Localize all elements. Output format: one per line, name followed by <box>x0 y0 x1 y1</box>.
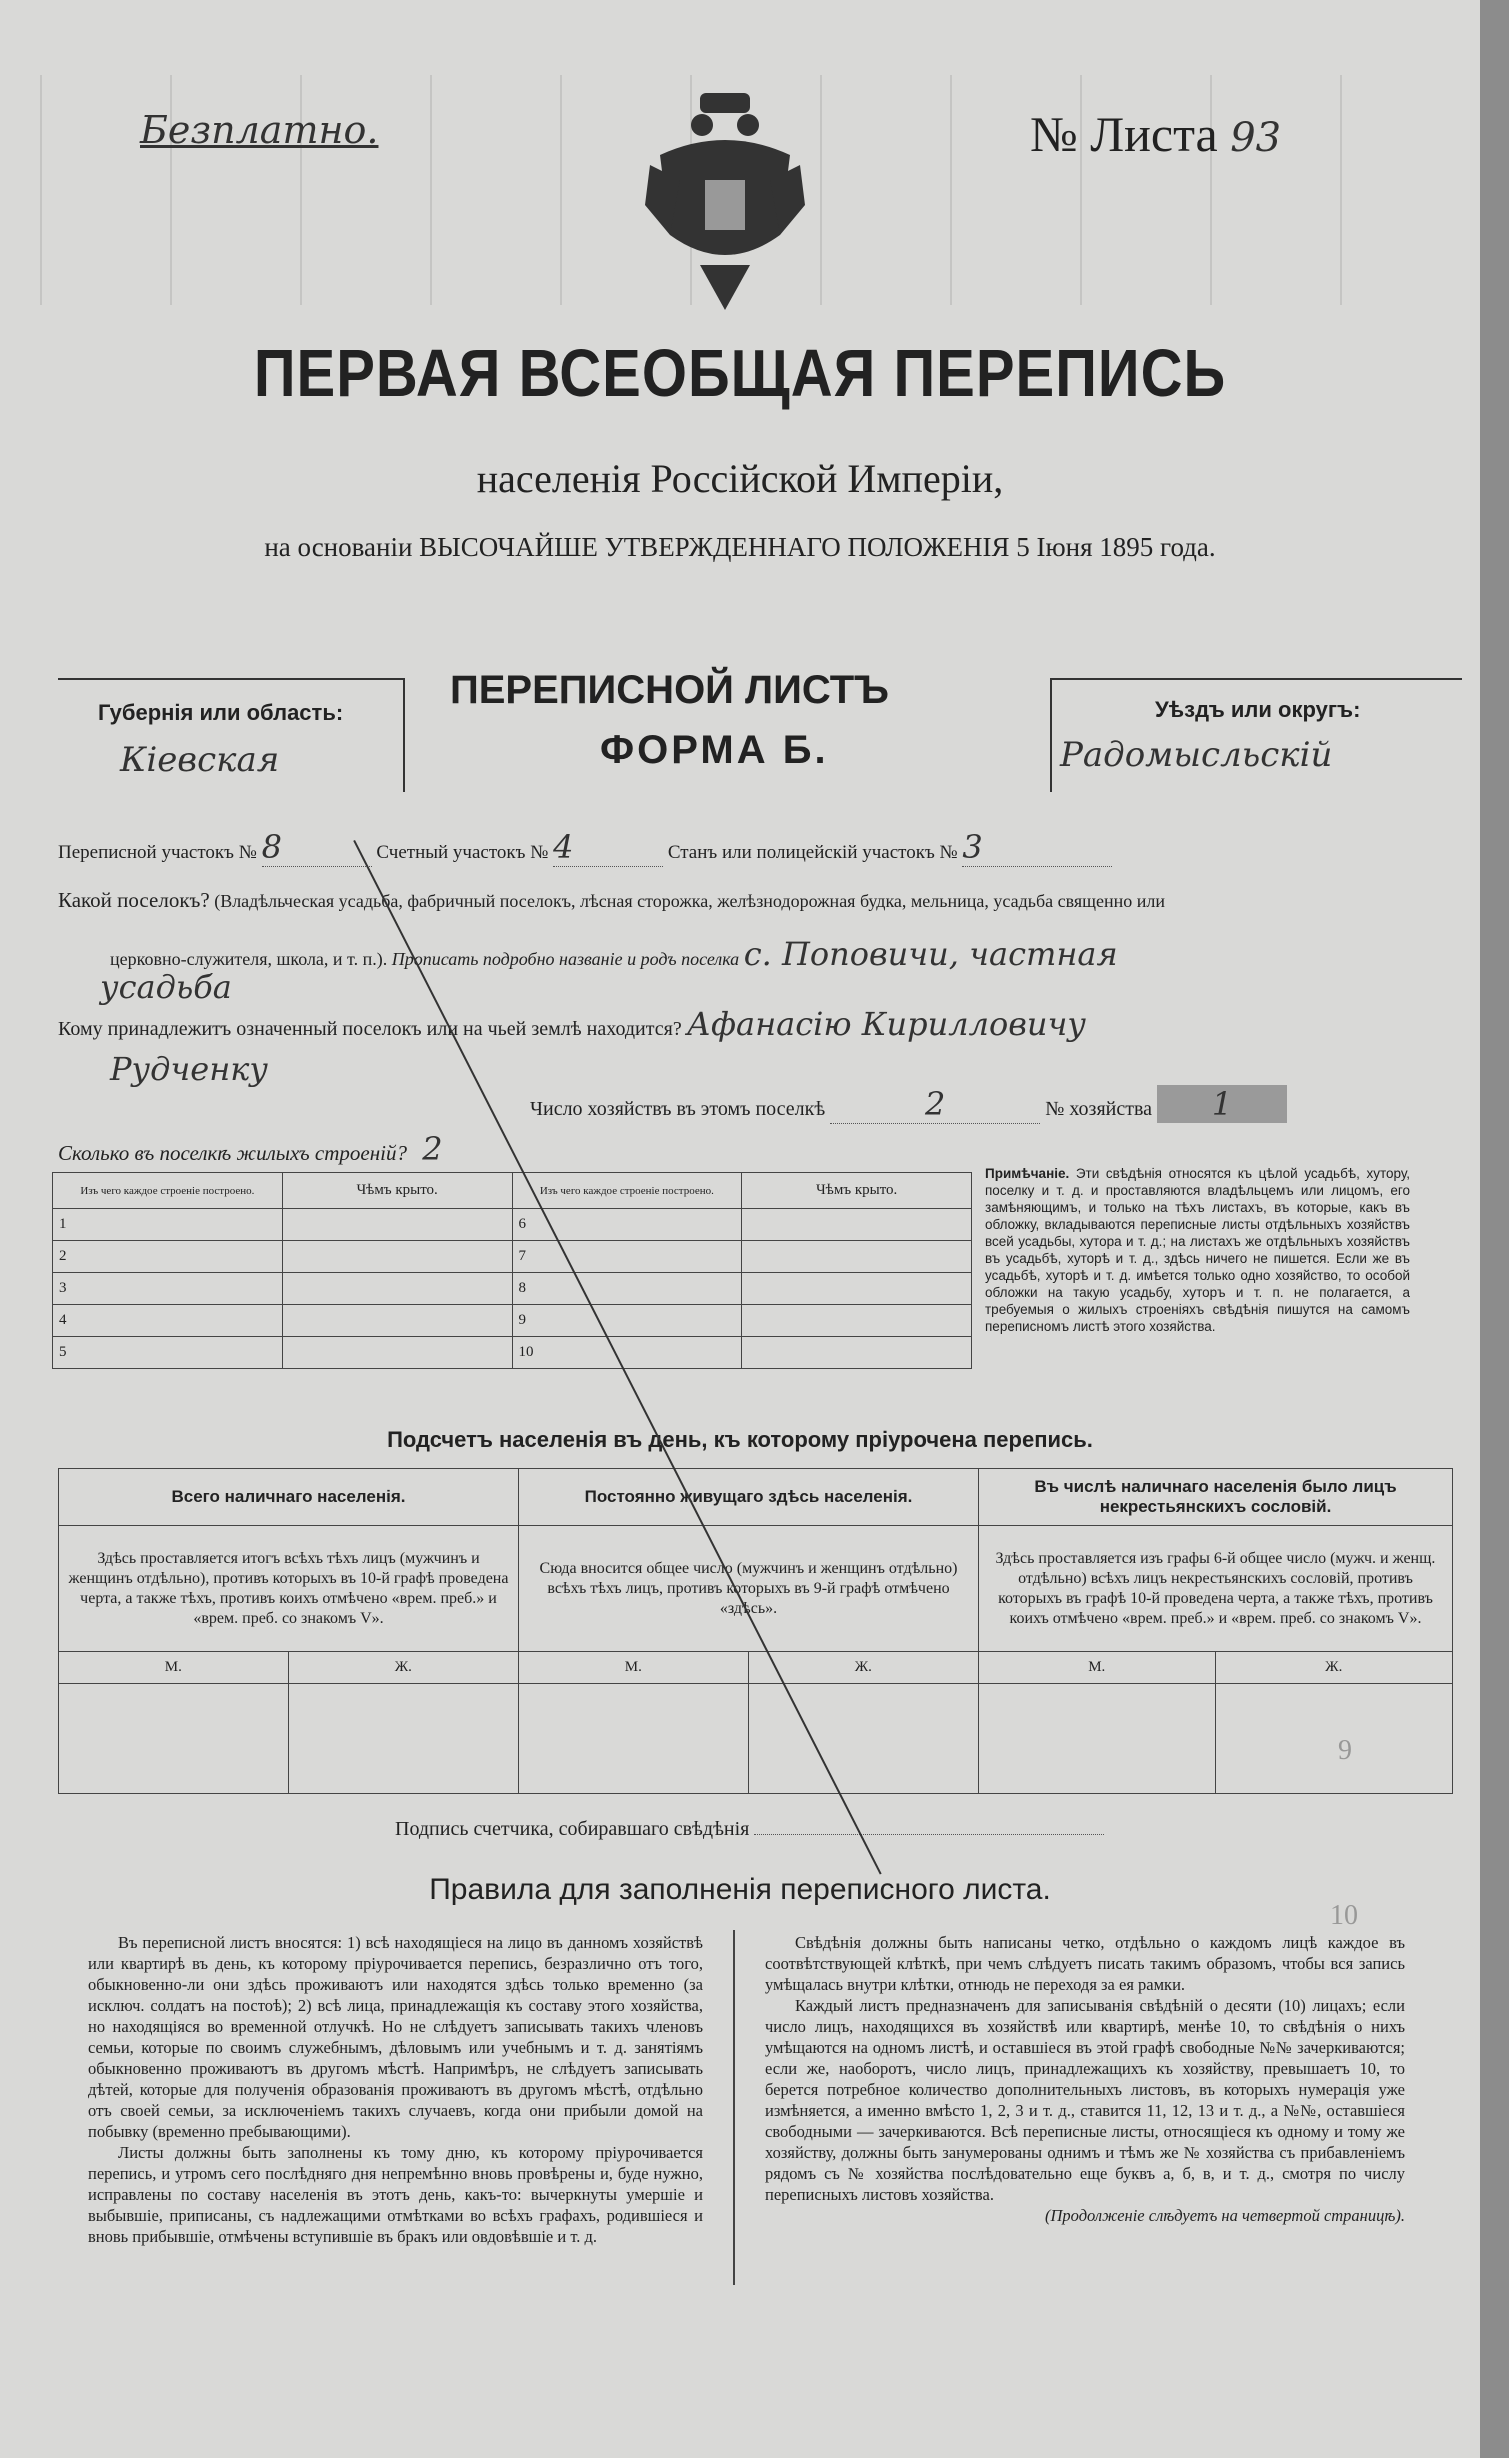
page-title: ПЕРВАЯ ВСЕОБЩАЯ ПЕРЕПИСЬ <box>253 336 1227 411</box>
table-row <box>53 1209 972 1241</box>
buildings-table <box>52 1172 972 1369</box>
owner-value-1: Афанасію Кирилловичу <box>686 1005 1086 1043</box>
signature-line <box>395 1818 1104 1841</box>
sheet-number <box>1030 105 1281 163</box>
page-subtitle: населенія Россійской Имперіи, <box>476 456 1004 501</box>
table-row <box>53 1273 972 1305</box>
f-label: Ж. <box>748 1652 978 1684</box>
f-label: Ж. <box>1215 1652 1452 1684</box>
owner-value-2: Рудченку <box>110 1050 268 1088</box>
count-district-value: 4 <box>553 828 663 867</box>
gubernia-label: Губернія или область: <box>98 700 344 725</box>
settlement-instruction: Прописать подробно названіе и родъ поселка <box>391 949 740 969</box>
census-district-label: Переписной участокъ № <box>58 842 257 863</box>
row-number: 6 <box>512 1209 742 1241</box>
households-value: 2 <box>830 1085 1040 1124</box>
count-district-label: Счетный участокъ № <box>376 842 549 863</box>
col-material-right: Изъ чего каждое строеніе построено. <box>512 1173 742 1209</box>
row-number: 9 <box>512 1305 742 1337</box>
imperial-eagle-icon <box>640 85 810 315</box>
buildings-value: 2 <box>422 1130 443 1168</box>
note-title: Примѣчаніе. <box>985 1166 1070 1181</box>
stan-label: Станъ или полицейскій участокъ № <box>667 842 958 863</box>
f-label: Ж. <box>288 1652 518 1684</box>
free-label: Безплатно. <box>140 108 379 152</box>
form-label: ФОРМА Б. <box>600 728 829 772</box>
col-resident-text: Сюда вносится общее число (мужчинъ и женщинъ отдѣльно) всѣхъ тѣхъ лицъ, противъ которыхъ въ 9-й графѣ отмѣчено «здѣсь». <box>519 1526 979 1652</box>
owner-question: Кому принадлежитъ означенный поселокъ или на чьей землѣ находится? <box>58 1018 682 1040</box>
basis-line: на основаніи ВЫСОЧАЙШЕ УТВЕРЖДЕННАГО ПОЛОЖЕНІЯ 5 Іюня 1895 года. <box>264 532 1216 562</box>
table-row <box>53 1241 972 1273</box>
row-number: 5 <box>53 1337 283 1369</box>
rules-divider <box>733 1930 735 2285</box>
m-label: М. <box>979 1652 1216 1684</box>
rules-right-column <box>765 1932 1405 2226</box>
uezd-value: Радомысльскій <box>1060 735 1333 775</box>
gubernia-value: Кіевская <box>120 740 280 780</box>
m-label: М. <box>519 1652 749 1684</box>
owner-row <box>58 1005 1458 1043</box>
settlement-question-label: Какой поселокъ? <box>58 888 210 912</box>
form-name: ПЕРЕПИСНОЙ ЛИСТЪ <box>450 668 889 712</box>
col-nonpeasant-text: Здѣсь проставляется изъ графы 6-й общее число (мужч. и женщ. отдѣльно) всѣхъ лицъ некрестьянскихъ сословій, противъ которыхъ въ графѣ 10-й проведена черта, а также тѣхъ, противъ коихъ отмѣчено «врем. преб.» и «врем. преб. со знакомъ V». <box>979 1526 1453 1652</box>
col-roof-left: Чѣмъ крыто. <box>282 1173 512 1209</box>
m-label: М. <box>59 1652 289 1684</box>
row-number: 3 <box>53 1273 283 1305</box>
count-title: Подсчетъ населенія въ день, къ которому пріурочена перепись. <box>387 1427 1093 1452</box>
household-number-value: 1 <box>1157 1085 1287 1123</box>
note-text: Эти свѣдѣнія относятся къ цѣлой усадьбѣ, хутору, поселку и т. д. и проставляются владѣльцемъ или лицомъ, его замѣняющимъ, и только на тѣхъ листахъ, въ которые, какъ въ обложку, вкладываются переписные листы отдѣльныхъ хозяйствъ всей усадьбы, хутора и т. д.; на листахъ же отдѣльныхъ хозяйствъ въ усадьбѣ, хуторѣ и т. д., здѣсь ничего не пишется. Если же въ усадьбѣ, хуторѣ и т. д. имѣется только одно хозяйство, то особой обложки на такую усадьбу, хуторъ и т. п. не полагается, а требуемыя о жилыхъ строеніяхъ свѣдѣнія пишутся на самомъ переписномъ листѣ этого хозяйства. <box>985 1166 1410 1334</box>
col-roof-right: Чѣмъ крыто. <box>742 1173 972 1209</box>
table-row <box>53 1305 972 1337</box>
census-district-value: 8 <box>262 828 372 867</box>
households-row <box>530 1085 1430 1124</box>
settlement-value-1: с. Поповичи, частная <box>743 935 1118 973</box>
row-number: 8 <box>512 1273 742 1305</box>
row-number: 10 <box>512 1337 742 1369</box>
settlement-value-2: усадьба <box>100 968 232 1006</box>
row-number: 1 <box>53 1209 283 1241</box>
uezd-label: Уѣздъ или округъ: <box>1155 697 1361 722</box>
page-edge <box>1480 0 1509 2458</box>
buildings-label: Сколько въ поселкѣ жилыхъ строеній? <box>58 1141 407 1165</box>
rules-title: Правила для заполненія переписного листа. <box>429 1873 1051 1906</box>
note-block <box>985 1165 1410 1335</box>
margin-number: 9 <box>1338 1735 1352 1766</box>
col-total-title: Всего наличнаго населенія. <box>59 1469 519 1526</box>
settlement-hint-2: церковно-служителя, школа, и т. п.). <box>110 949 388 969</box>
rules-continued: (Продолженіе слѣдуетъ на четвертой страницѣ). <box>1045 2206 1405 2225</box>
rules-right-paragraph-1: Свѣдѣнія должны быть написаны четко, отдѣльно о каждомъ лицѣ каждое въ соотвѣтствующей клѣткѣ, при чемъ слѣдуетъ писать такимъ образомъ, чтобы вся запись умѣщалась внутри клѣтки, отнюдь не переходя за ея рамки. <box>765 1933 1405 1994</box>
row-number: 7 <box>512 1241 742 1273</box>
col-total-text: Здѣсь проставляется итогъ всѣхъ тѣхъ лицъ (мужчинъ и женщинъ отдѣльно), противъ которыхъ въ 10-й графѣ проведена черта, а также тѣхъ, противъ коихъ отмѣчено «врем. преб.» и «врем. преб. со знакомъ V». <box>59 1526 519 1652</box>
settlement-row-2 <box>110 935 1460 973</box>
rules-right-paragraph-2: Каждый листъ предназначенъ для записыванія свѣдѣній о десяти (10) лицахъ; если число лицъ, находящихся въ хозяйствѣ или квартирѣ, менѣе 10, то свѣдѣнія о нихъ умѣщаются на одномъ листѣ, и оставшіеся въ этой графѣ свободные №№ зачеркиваются; если же, наоборотъ, число лицъ, принадлежащихъ къ хозяйству, превышаетъ 10, то берется потребное количество дополнительныхъ листовъ, въ которыхъ нумерація уже измѣняется, а именно вмѣсто 1, 2, 3 и т. д., ставится 11, 12, 13 и т. д., а №№, оставшіеся свободными — зачеркиваются. Всѣ переписные листы, относящіеся къ одному и тому же хозяйству, должны быть занумерованы однимъ и тѣмъ же № хозяйства съ прибавленіемъ рядомъ съ № хозяйства послѣдовательно еще буквъ а, б, в, и т. д., смотря по числу переписныхъ листовъ хозяйства. <box>765 1996 1405 2204</box>
buildings-row <box>58 1130 443 1168</box>
col-resident-title: Постоянно живущаго здѣсь населенія. <box>519 1469 979 1526</box>
rules-left-paragraph-1: Въ переписной листъ вносятся: 1) всѣ находящіеся на лицо въ данномъ хозяйствѣ или квартирѣ въ день, къ которому пріурочивается перепись, безразлично отъ того, обыкновенно-ли они здѣсь проживаютъ или находятся здѣсь только временно (за исключ. солдатъ на постоѣ); 2) всѣ лица, принадлежащія къ составу этого хозяйства, но находящіяся во временной отлучкѣ. Но не слѣдуетъ записывать такихъ членовъ семьи, которые по своимъ служебнымъ, дѣловымъ или учебнымъ и т. д. занятіямъ обыкновенно проживаютъ въ другомъ мѣстѣ. Напримѣръ, не слѣдуетъ записывать дѣтей, которые для полученія образованія проживаютъ въ другомъ мѣстѣ, отдѣльно отъ своей семьи, за исключеніемъ такихъ случаевъ, когда они прибыли домой на побывку (временно пребывающими). <box>88 1933 703 2141</box>
rules-left-column <box>88 1932 703 2247</box>
table-row <box>53 1337 972 1369</box>
margin-number: 10 <box>1330 1900 1358 1931</box>
col-material-left: Изъ чего каждое строеніе построено. <box>53 1173 283 1209</box>
row-number: 4 <box>53 1305 283 1337</box>
household-number-label: № хозяйства <box>1045 1098 1153 1120</box>
district-line <box>58 828 1448 867</box>
settlement-question <box>58 888 1458 913</box>
signature-label: Подпись счетчика, собиравшаго свѣдѣнія <box>395 1818 750 1840</box>
col-nonpeasant-title: Въ числѣ наличнаго населенія было лицъ некрестьянскихъ сословій. <box>979 1469 1453 1526</box>
stan-value: 3 <box>962 828 1112 867</box>
households-label: Число хозяйствъ въ этомъ поселкѣ <box>530 1098 826 1120</box>
sheet-number-value: 93 <box>1230 115 1282 161</box>
settlement-hint-1: (Владѣльческая усадьба, фабричный поселокъ, лѣсная сторожка, желѣзнодорожная будка, мельница, усадьба священно или <box>214 891 1165 911</box>
rules-left-paragraph-2: Листы должны быть заполнены къ тому дню, къ которому пріурочивается перепись, и утромъ сего послѣдняго дня непремѣнно вновь провѣрены и, буде нужно, исправлены по составу населенія въ этотъ день, какъ-то: вычеркнуты умершіе и выбывшіе, приписаны, съ надлежащими отмѣтками во всѣхъ графахъ, родившіеся и вновь прибывшіе, отмѣчены вступившіе въ бракъ или овдовѣвшіе и т. д. <box>88 2143 703 2246</box>
sheet-number-label: № Листа <box>1030 106 1218 162</box>
row-number: 2 <box>53 1241 283 1273</box>
